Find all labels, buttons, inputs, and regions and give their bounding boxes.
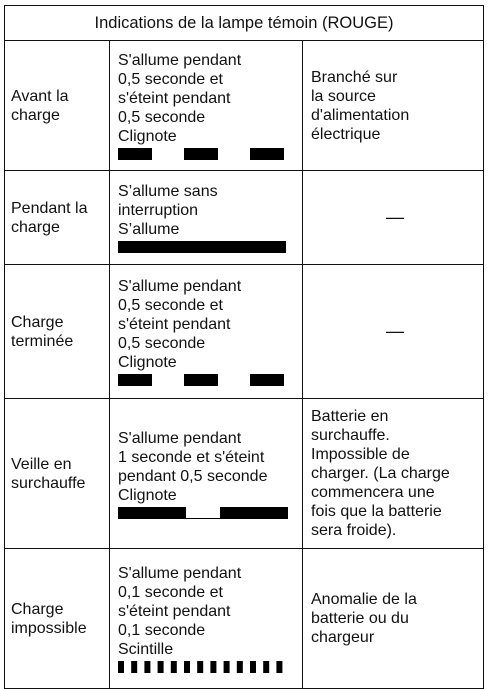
indication-cell [110, 549, 303, 689]
meaning-line: d'alimentation [311, 106, 410, 124]
indication-line: s'éteint pendant [118, 603, 231, 620]
lamp-on-segment-8 [224, 661, 230, 673]
condition-line: surchauffe [11, 474, 86, 492]
indication-line: 0,1 seconde et [118, 584, 223, 601]
table-row [5, 549, 484, 689]
condition-line: Avant la [11, 87, 69, 105]
condition-line: charge [11, 106, 60, 124]
indication-line: 0,5 seconde [118, 109, 206, 126]
lamp-on-segment-1 [184, 148, 218, 160]
indication-line: 0,1 seconde [118, 622, 206, 639]
indication-line: 0,5 seconde [118, 335, 206, 352]
indication-cell [110, 171, 303, 265]
lamp-pattern-blink [118, 148, 290, 160]
lamp-pattern-blink [118, 374, 290, 386]
indication-line: interruption [118, 202, 199, 219]
meaning-line: charger. (La charge [311, 465, 450, 482]
table-header: Indications de la lampe témoin (ROUGE) [5, 6, 484, 41]
lamp-on-segment-9 [237, 661, 243, 673]
lamp-on-segment-0 [118, 148, 152, 160]
meaning-line: chargeur [311, 629, 375, 646]
indication-line: Clignote [118, 354, 177, 371]
lamp-on-segment-2 [250, 374, 284, 386]
table-row [5, 41, 484, 171]
indication-line: S'allume pendant [118, 429, 242, 447]
meaning-cell [303, 41, 484, 171]
condition-cell [5, 171, 110, 265]
table-row [5, 399, 484, 549]
indication-line: pendant 0,5 seconde [118, 467, 268, 485]
indication-cell [110, 41, 303, 171]
lamp-pattern-long-blink [118, 507, 290, 519]
lamp-pattern-solid [118, 241, 290, 253]
lamp-on-segment-12 [276, 661, 282, 673]
lamp-on-segment-5 [184, 661, 190, 673]
lamp-on-segment-0 [118, 374, 152, 386]
indicator-table [4, 5, 484, 689]
lamp-on-segment-1 [220, 507, 288, 519]
meaning-line: électrique [311, 125, 381, 143]
indication-line: 0,5 seconde et [118, 71, 223, 88]
condition-line: Veille en [11, 455, 72, 473]
lamp-on-segment-0 [118, 507, 186, 519]
indication-line: S’allume sans [118, 183, 218, 200]
indication-line: Clignote [118, 486, 177, 504]
meaning-line: Impossible de [311, 446, 410, 463]
meaning-line: commencera une [311, 484, 435, 501]
lamp-on-segment-6 [197, 661, 203, 673]
lamp-on-segment-10 [250, 661, 256, 673]
meaning-cell [303, 549, 484, 689]
meaning-line: Branché sur [311, 68, 398, 86]
condition-line: charge [11, 218, 60, 236]
meaning-line: surchauffe. [311, 427, 390, 444]
indication-line: 1 seconde et s'éteint [118, 448, 265, 466]
lamp-on-segment-0 [118, 661, 124, 673]
indication-line: 0,5 seconde et [118, 297, 223, 314]
condition-line: Pendant la [11, 199, 88, 217]
table-body [5, 41, 484, 689]
indication-line: Scintille [118, 641, 174, 658]
lamp-on-segment [118, 241, 286, 253]
indication-line: S'allume pendant [118, 52, 242, 69]
meaning-cell [303, 265, 484, 399]
condition-line: Charge [11, 313, 64, 331]
indication-line: S’allume [118, 221, 180, 238]
table-row [5, 171, 484, 265]
meaning-line: — [386, 207, 404, 227]
meaning-line: sera froide). [311, 522, 397, 539]
meaning-line: Anomalie de la [311, 591, 417, 608]
condition-line: impossible [11, 619, 87, 637]
meaning-line: — [386, 321, 404, 341]
lamp-pattern-flicker [118, 661, 290, 673]
condition-cell [5, 41, 110, 171]
lamp-on-segment-2 [144, 661, 150, 673]
lamp-on-segment-1 [184, 374, 218, 386]
indication-line: S'allume pendant [118, 565, 242, 582]
condition-line: Charge [11, 600, 64, 618]
condition-cell [5, 265, 110, 399]
meaning-line: la source [311, 87, 376, 105]
meaning-line: Batterie en [311, 408, 389, 425]
meaning-line: fois que la batterie [311, 503, 442, 520]
indication-line: Clignote [118, 128, 177, 145]
condition-cell [5, 549, 110, 689]
lamp-on-segment-2 [250, 148, 284, 160]
condition-line: terminée [11, 332, 74, 350]
meaning-cell [303, 399, 484, 549]
table-row [5, 265, 484, 399]
indication-line: s'éteint pendant [118, 90, 231, 107]
indication-line: s'éteint pendant [118, 316, 231, 333]
lamp-on-segment-7 [210, 661, 216, 673]
indication-line: S'allume pendant [118, 278, 242, 295]
lamp-on-segment-1 [131, 661, 137, 673]
indication-cell [110, 265, 303, 399]
condition-cell [5, 399, 110, 549]
meaning-line: batterie ou du [311, 610, 409, 627]
lamp-on-segment-3 [158, 661, 164, 673]
meaning-cell [303, 171, 484, 265]
lamp-on-segment-4 [171, 661, 177, 673]
indication-cell [110, 399, 303, 549]
lamp-on-segment-11 [263, 661, 269, 673]
